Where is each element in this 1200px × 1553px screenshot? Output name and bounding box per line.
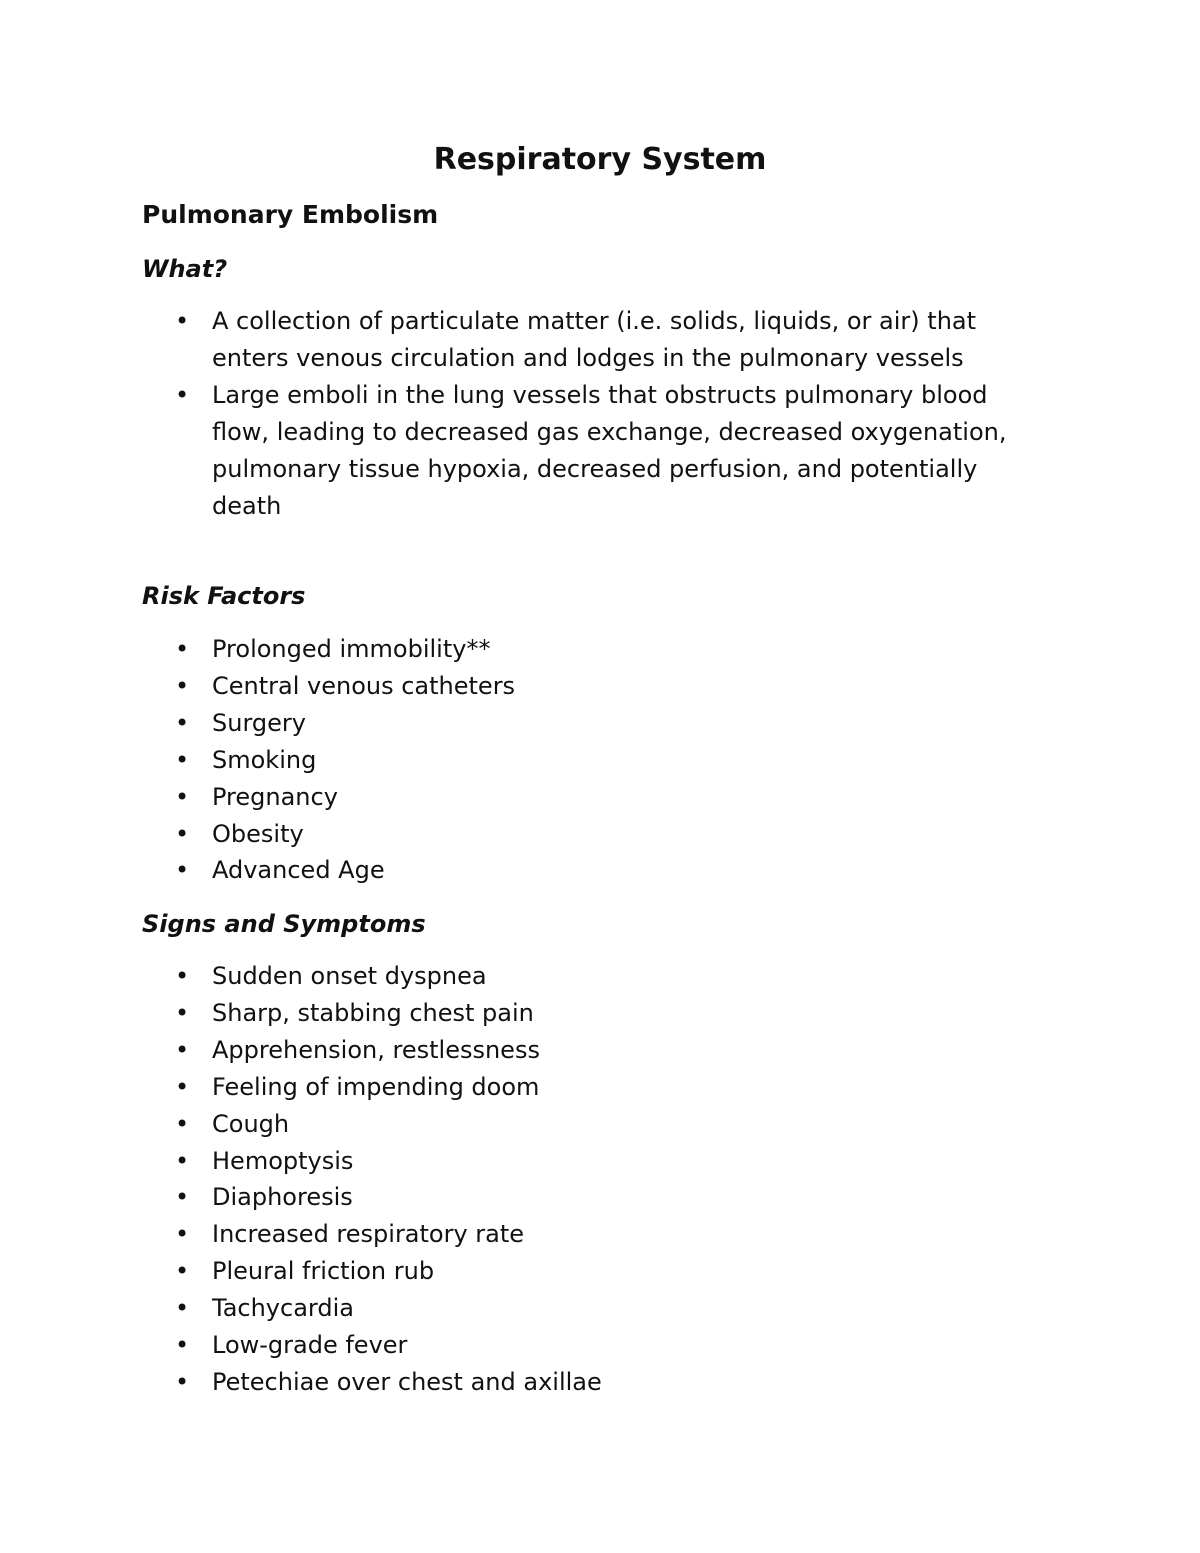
list-item: • Advanced Age — [212, 852, 1042, 889]
list-item: • A collection of particulate matter (i.e. solids, liquids, or air) that enters venous circulation and lodges in the pulmonary vessels — [212, 303, 1042, 377]
list-item: • Smoking — [212, 742, 1042, 779]
list-item: • Sudden onset dyspnea — [212, 958, 1042, 995]
list-item: • Tachycardia — [212, 1290, 1042, 1327]
list-item: • Feeling of impending doom — [212, 1069, 1042, 1106]
what-heading: What? — [142, 255, 228, 283]
list-item: • Cough — [212, 1106, 1042, 1143]
signs-symptoms-list — [212, 958, 1042, 1401]
list-item: • Petechiae over chest and axillae — [212, 1364, 1042, 1401]
list-item: • Diaphoresis — [212, 1179, 1042, 1216]
section-title: Pulmonary Embolism — [142, 200, 439, 229]
list-item: • Apprehension, restlessness — [212, 1032, 1042, 1069]
list-item: • Low-grade fever — [212, 1327, 1042, 1364]
list-item: • Large emboli in the lung vessels that obstructs pulmonary blood flow, leading to decreased gas exchange, decreased oxygenation, pulmonary tissue hypoxia, decreased perfusion, and potentially death — [212, 377, 1042, 525]
list-item: • Surgery — [212, 705, 1042, 742]
list-item: • Obesity — [212, 816, 1042, 853]
list-item: • Prolonged immobility** — [212, 631, 1042, 668]
list-item: • Increased respiratory rate — [212, 1216, 1042, 1253]
page-title: Respiratory System — [433, 142, 767, 177]
list-item: • Hemoptysis — [212, 1143, 1042, 1180]
what-list — [212, 303, 1042, 524]
signs-symptoms-heading: Signs and Symptoms — [142, 910, 426, 938]
list-item: • Pregnancy — [212, 779, 1042, 816]
risk-factors-list — [212, 631, 1042, 889]
risk-factors-heading: Risk Factors — [142, 582, 306, 610]
list-item: • Central venous catheters — [212, 668, 1042, 705]
list-item: • Pleural friction rub — [212, 1253, 1042, 1290]
list-item: • Sharp, stabbing chest pain — [212, 995, 1042, 1032]
